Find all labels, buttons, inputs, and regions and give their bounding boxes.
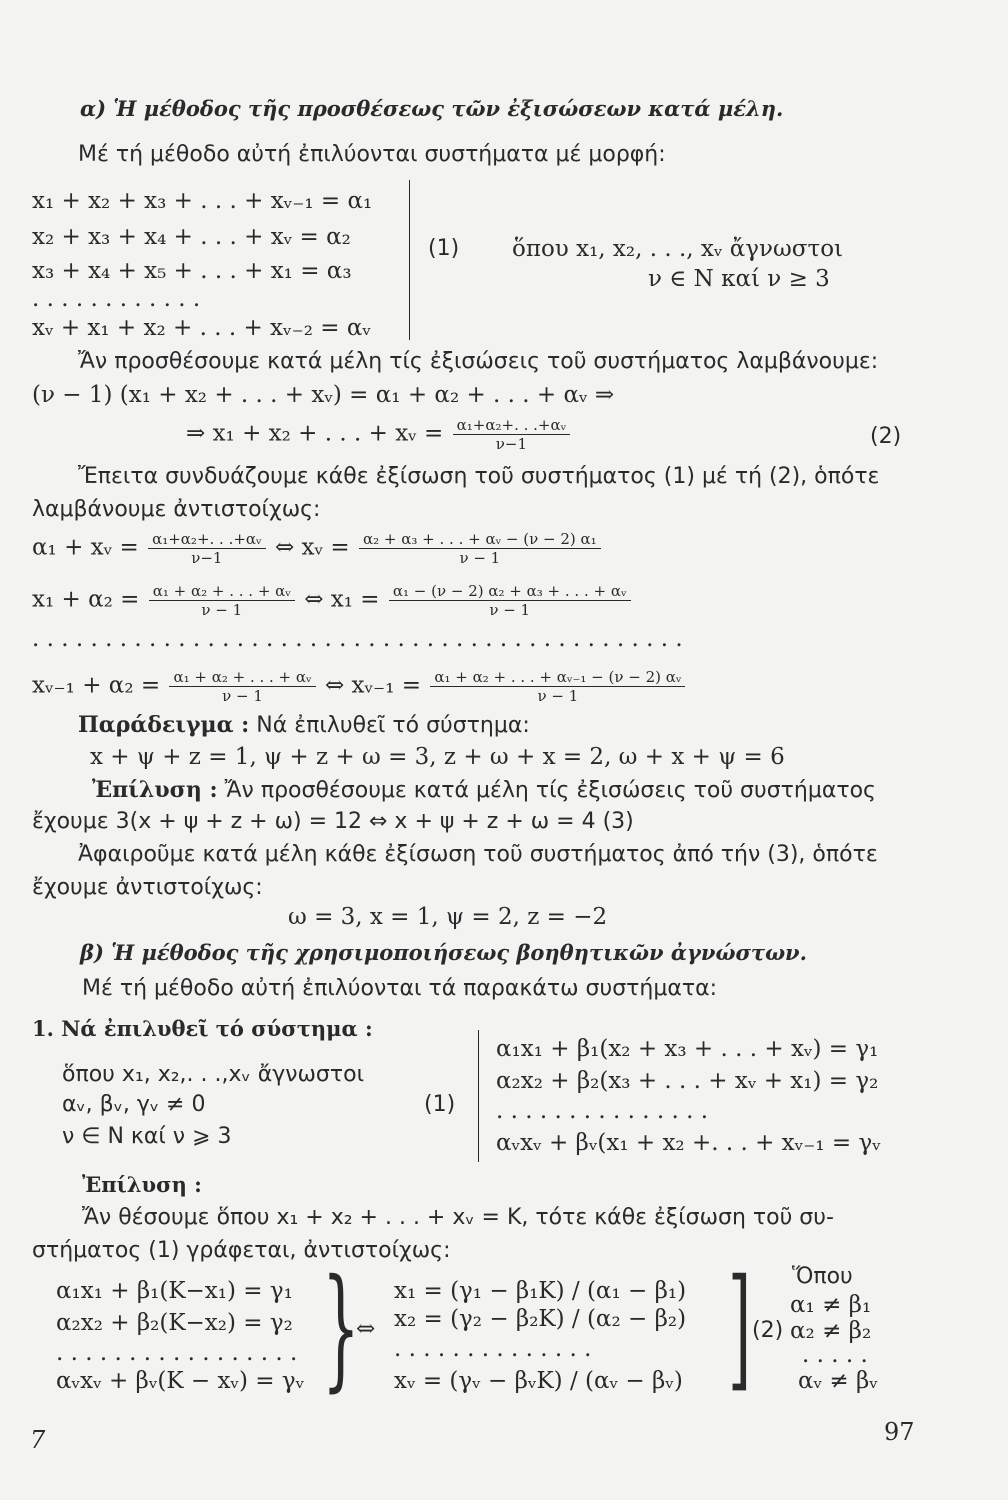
example-subtract-2: ἔχουμε ἀντιστοίχως: (32, 875, 263, 900)
system-a-number: (1) (428, 236, 460, 261)
where-cond-1: α₁ ≠ β₁ (790, 1292, 872, 1318)
system-a-condition-1: ὅπου x₁, x₂, . . ., xᵥ ἄγνωστοι (512, 236, 844, 262)
equivalence-arrow: ⇔ (356, 1316, 376, 1342)
section-a-heading: α) Ἡ μέθοδος τῆς προσθέσεως τῶν ἐξισώσεων κατά μέλη. (80, 96, 784, 121)
section-b-intro: Μέ τή μέθοδο αὐτή ἐπιλύονται τά παρακάτω συστήματα: (82, 976, 717, 1001)
right-system-eq-2: x₂ = (γ₂ − β₂K) / (α₂ − β₂) (394, 1306, 687, 1332)
where-cond-v: αᵥ ≠ βᵥ (798, 1368, 878, 1394)
result-row-1: α₁ + xᵥ = $\frac{\text{α₁+α₂+. . .+αᵥ}}{\nu-1}$ ⇔ xᵥ = $\frac{\text{α₂ + α₃ + . . . + αᵥ − (ν − 2) α₁}}{\nu - 1}$ (32, 530, 603, 567)
example-result: ω = 3, x = 1, ψ = 2, z = −2 (288, 904, 608, 930)
section-b-cond-1: ὅπου x₁, x₂,. . .,xᵥ ἄγνωστοι (62, 1062, 365, 1087)
eq2-number: (2) (870, 424, 902, 449)
example-solution-line (92, 777, 876, 803)
system-a-eq-2: x₂ + x₃ + x₄ + . . . + xᵥ = α₂ (32, 224, 351, 250)
section-b-item-1: 1. Νά ἐπιλυθεῖ τό σύστημα : (32, 1016, 373, 1041)
result-row-3: xᵥ₋₁ + α₂ = $\frac{\text{α₁ + α₂ + . . . + αᵥ}}{\nu - 1}$ ⇔ xᵥ₋₁ = $\frac{\text{α₁ + α₂ + . . . + αᵥ₋₁ − (ν − 2) αᵥ}}{\nu - 1}$ (32, 668, 687, 705)
section-a-intro: Μέ τή μέθοδο αὐτή ἐπιλύονται συστήματα μέ μορφή: (78, 142, 666, 167)
right-system-eq-v: xᵥ = (γᵥ − βᵥK) / (αᵥ − βᵥ) (394, 1368, 683, 1394)
section-b-system-eq-v: αᵥxᵥ + βᵥ(x₁ + x₂ +. . . + xᵥ₋₁ = γᵥ (496, 1130, 881, 1156)
example-solution-text: Ἄν προσθέσουμε κατά μέλη τίς ἐξισώσεις τοῦ συστήματος (224, 778, 876, 803)
section-b-solution-text-1: Ἄν θέσουμε ὅπου x₁ + x₂ + . . . + xᵥ = K, τότε κάθε ἐξίσωση τοῦ συ- (82, 1205, 834, 1230)
right-system-eq-1: x₁ = (γ₁ − β₁K) / (α₁ − β₁) (394, 1278, 687, 1304)
sum-equation: (ν − 1) (x₁ + x₂ + . . . + xᵥ) = α₁ + α₂ + . . . + αᵥ ⇒ (32, 382, 615, 408)
result-row-2: x₁ + α₂ = $\frac{\text{α₁ + α₂ + . . . + αᵥ}}{\nu - 1}$ ⇔ x₁ = $\frac{\text{α₁ − (ν − 2) α₂ + α₃ + . . . + αᵥ}}{\nu - 1}$ (32, 582, 633, 619)
where-cond-2: α₂ ≠ β₂ (790, 1318, 872, 1344)
page-number: 97 (884, 1418, 915, 1446)
section-b-solution-text-2: στήματος (1) γράφεται, ἀντιστοίχως: (32, 1238, 451, 1263)
section-b-heading: β) Ἡ μέθοδος τῆς χρησιμοποιήσεως βοηθητικῶν ἀγνώστων. (80, 940, 807, 965)
example-label: Παράδειγμα : (78, 712, 250, 738)
section-b-system-bar (478, 1030, 479, 1162)
left-system-eq-2: α₂x₂ + β₂(K−x₂) = γ₂ (56, 1310, 293, 1336)
where-dots: . . . . . (802, 1342, 868, 1368)
add-text: Ἄν προσθέσουμε κατά μέλη τίς ἐξισώσεις τοῦ συστήματος λαμβάνουμε: (78, 349, 879, 374)
section-b-system-eq-2: α₂x₂ + β₂(x₃ + . . . + xᵥ + x₁) = γ₂ (496, 1068, 879, 1094)
where-label: Ὅπου (792, 1264, 853, 1289)
example-subtract-1: Ἀφαιροῦμε κατά μέλη κάθε ἐξίσωση τοῦ συστήματος ἀπό τήν (3), ὁπότε (78, 842, 878, 867)
system-a-bar (409, 180, 410, 340)
example-text: Νά ἐπιλυθεῖ τό σύστημα: (256, 713, 530, 738)
example-solution-line-2: ἔχουμε 3(x + ψ + z + ω) = 12 ⇔ x + ψ + z + ω = 4 (3) (32, 809, 634, 834)
section-b-cond-3: ν ∈ N καί ν ⩾ 3 (62, 1124, 232, 1149)
section-b-cond-2: αᵥ, βᵥ, γᵥ ≠ 0 (62, 1092, 206, 1117)
left-system-eq-v: αᵥxᵥ + βᵥ(K − xᵥ) = γᵥ (56, 1368, 305, 1394)
right-system-dots: . . . . . . . . . . . . . . (394, 1336, 592, 1362)
section-b-eq2-number: (2) (752, 1318, 784, 1343)
system-a-dots: . . . . . . . . . . . . (32, 286, 201, 312)
system-a-eq-v: xᵥ + x₁ + x₂ + . . . + xᵥ₋₂ = αᵥ (32, 315, 371, 341)
sum-equation-2: ⇒ x₁ + x₂ + . . . + xᵥ = $\frac{\text{α₁+α₂+. . .+αᵥ}}{\nu-1}$ (186, 416, 572, 453)
right-bracket: ] (728, 1251, 752, 1405)
system-a-eq-1: x₁ + x₂ + x₃ + . . . + xᵥ₋₁ = α₁ (32, 188, 373, 214)
system-a-eq-3: x₃ + x₄ + x₅ + . . . + x₁ = α₃ (32, 258, 352, 284)
example-solution-label: Ἐπίλυση : (92, 777, 218, 803)
example-line (78, 712, 530, 738)
result-dots: . . . . . . . . . . . . . . . . . . . . . . . . . . . . . . . . . . . . . . . . . . . . . (32, 626, 683, 652)
left-system-eq-1: α₁x₁ + β₁(K−x₁) = γ₁ (56, 1278, 293, 1304)
section-b-solution-label: Ἐπίλυση : (82, 1172, 202, 1197)
left-system-dots: . . . . . . . . . . . . . . . . . (56, 1340, 298, 1366)
signature-mark: 7 (30, 1426, 46, 1454)
system-a-condition-2: ν ∈ N καί ν ≥ 3 (648, 266, 830, 292)
section-b-system-number: (1) (424, 1092, 456, 1117)
combine-text-2: λαμβάνουμε ἀντιστοίχως: (32, 497, 321, 522)
left-brace: } (322, 1251, 360, 1405)
combine-text-1: Ἔπειτα συνδυάζουμε κάθε ἐξίσωση τοῦ συστήματος (1) μέ τή (2), ὁπότε (78, 464, 880, 489)
section-b-system-eq-1: α₁x₁ + β₁(x₂ + x₃ + . . . + xᵥ) = γ₁ (496, 1036, 879, 1062)
section-b-system-dots: . . . . . . . . . . . . . . . (496, 1098, 709, 1124)
example-system: x + ψ + z = 1, ψ + z + ω = 3, z + ω + x = 2, ω + x + ψ = 6 (90, 744, 785, 770)
